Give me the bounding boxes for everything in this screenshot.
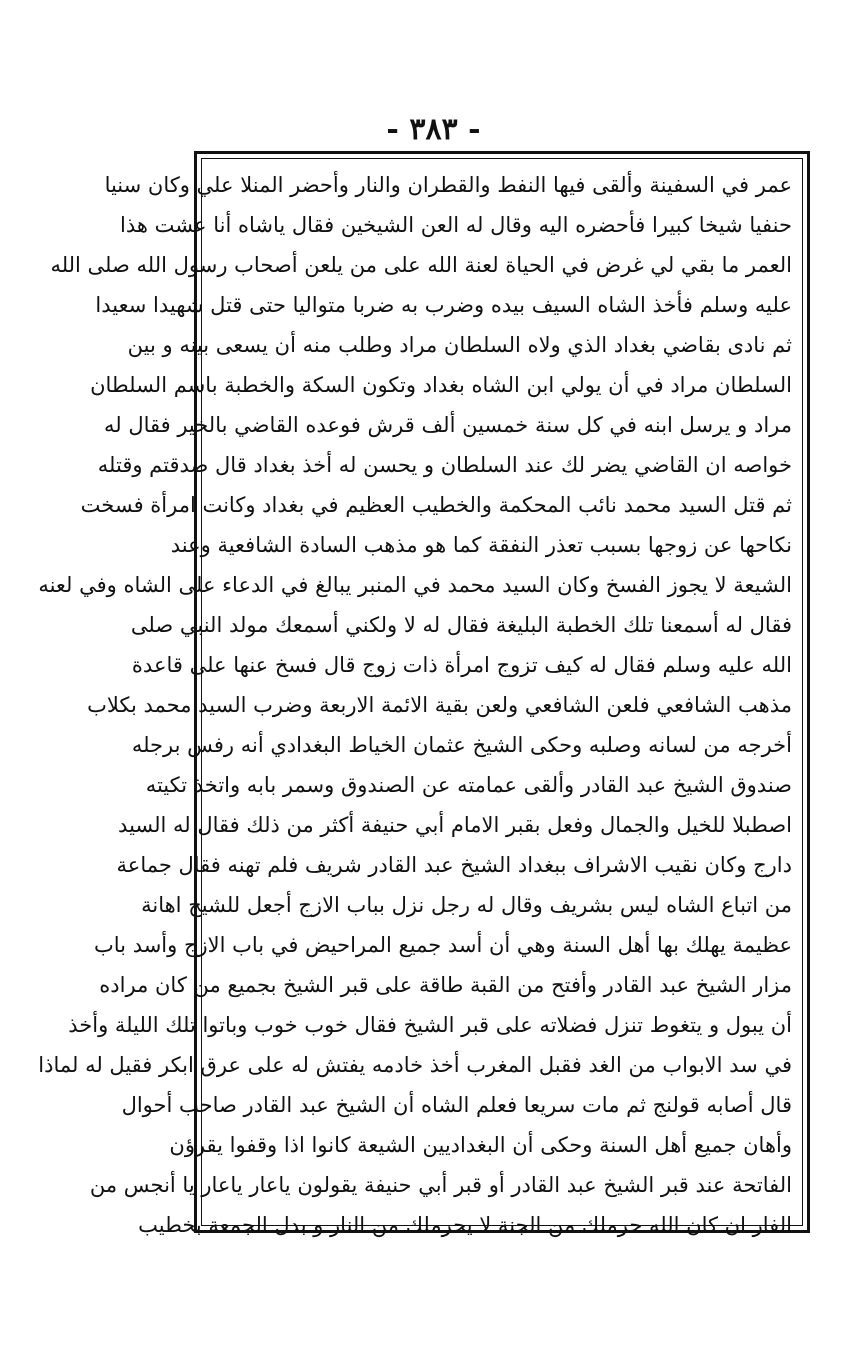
text-line: ثم قتل السيد محمد نائب المحكمة والخطيب العظيم في بغداد وكانت امرأة فسخت <box>80 493 792 517</box>
text-line: ثم نادى بقاضي بغداد الذي ولاه السلطان مراد وطلب منه أن يسعى بينه و بين <box>127 333 792 357</box>
text-frame <box>38 151 810 1237</box>
text-line: مزار الشيخ عبد القادر وأفتح من القبة طاقة على قبر الشيخ بجميع من كان مراده <box>99 973 792 997</box>
text-line: خواصه ان القاضي يضر لك عند السلطان و يحسن له أخذ بغداد قال صدقتم وقتله <box>97 453 792 477</box>
text-line: السلطان مراد في أن يولي ابن الشاه بغداد وتكون السكة والخطبة باسم السلطان <box>90 373 792 397</box>
text-line: عظيمة يهلك بها أهل السنة وهي أن أسد جميع المراحيض في باب الازج وأسد باب <box>94 933 792 957</box>
text-line: وأهان جميع أهل السنة وحكى أن البغداديين الشيعة كانوا اذا وقفوا يقرؤن <box>169 1133 792 1157</box>
text-line: من اتباع الشاه ليس بشريف وقال له رجل نزل بباب الازج أجعل للشيخ اهانة <box>141 893 792 917</box>
text-line: نكاحها عن زوجها بسبب تعذر النفقة كما هو مذهب السادة الشافعية وعند <box>170 533 792 557</box>
text-line: صندوق الشيخ عبد القادر وألقى عمامته عن الصندوق وسمر بابه واتخذ تكيته <box>145 773 792 797</box>
text-line: مراد و يرسل ابنه في كل سنة خمسين ألف قرش فوعده القاضي بالخير فقال له <box>104 413 792 437</box>
text-line: أن يبول و يتغوط تنزل فضلاته على قبر الشيخ فقال خوب خوب وباتوا تلك الليلة وأخذ <box>68 1013 792 1037</box>
text-line: فقال له أسمعنا تلك الخطبة البليغة فقال له لا ولكني أسمعك مولد النبي صلى <box>130 613 792 637</box>
text-line: عمر في السفينة وألقى فيها النفط والقطران والنار وأحضر المنلا علي وكان سنيا <box>104 173 792 197</box>
text-line: اصطبلا للخيل والجمال وفعل بقبر الامام أبي حنيفة أكثر من ذلك فقال له السيد <box>118 813 792 837</box>
page-number: - ٣٨٣ - <box>386 112 481 147</box>
text-line: الشيعة لا يجوز الفسخ وكان السيد محمد في المنبر يبالغ في الدعاء على الشاه وفي لعنه <box>38 573 792 597</box>
text-frame-inner-border <box>38 158 803 1237</box>
text-line: العمر ما بقي لي غرض في الحياة لعنة الله على من يلعن أصحاب رسول الله صلى الله <box>50 253 792 277</box>
text-line: مذهب الشافعي فلعن الشافعي ولعن بقية الائمة الاربعة وضرب السيد محمد بكلاب <box>87 693 792 717</box>
text-line: الفار ان كان الله حرملك من الجنة لا يحرملك من النار و بدل الجمعة بخطيب <box>138 1213 792 1237</box>
text-line: عليه وسلم فأخذ الشاه السيف بيده وضرب به ضربا متواليا حتى قتل شهيدا سعيدا <box>95 293 792 317</box>
text-line: أخرجه من لسانه وصلبه وحكى الشيخ عثمان الخياط البغدادي أنه رفس برجله <box>131 733 792 757</box>
text-body <box>38 165 792 1237</box>
text-line: دارج وكان نقيب الاشراف ببغداد الشيخ عبد القادر شريف فلم تهنه فقال جماعة <box>116 853 792 877</box>
text-line: حنفيا شيخا كبيرا فأحضره اليه وقال له العن الشيخين فقال ياشاه أنا عشت هذا <box>120 213 792 237</box>
text-line: في سد الابواب من الغد فقبل المغرب أخذ خادمه يفتش له على عرق ابكر فقيل له لماذا <box>38 1053 792 1077</box>
text-line: الفاتحة عند قبر الشيخ عبد القادر أو قبر أبي حنيفة يقولون ياعار ياعار يا أنجس من <box>89 1173 792 1197</box>
text-line: قال أصابه قولنج ثم مات سريعا فعلم الشاه أن الشيخ عبد القادر صاحب أحوال <box>121 1093 792 1117</box>
text-line: الله عليه وسلم فقال له كيف تزوج امرأة ذات زوج قال فسخ عنها على قاعدة <box>131 653 792 677</box>
